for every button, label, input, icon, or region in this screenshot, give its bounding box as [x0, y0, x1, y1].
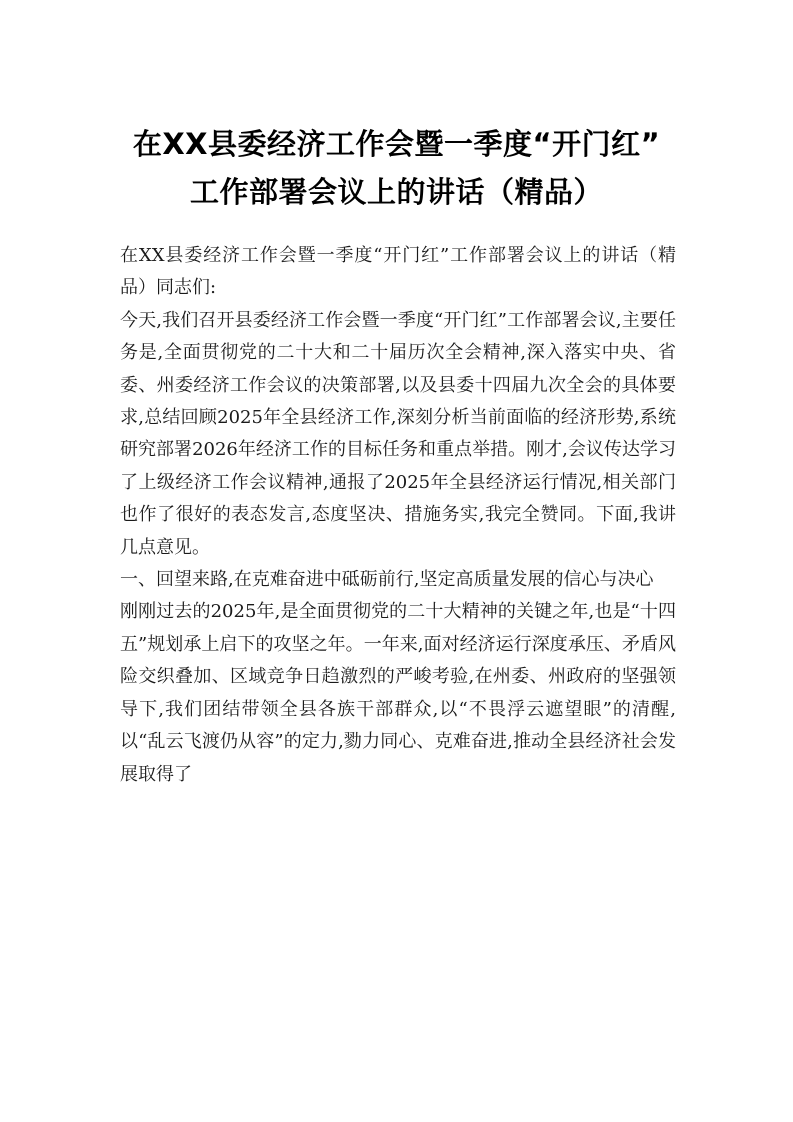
document-title-line-1: 在XX县委经济工作会暨一季度“开门红” [132, 127, 661, 161]
paragraph-salutation: 在XX县委经济工作会暨一季度“开门红”工作部署会议上的讲话（精品）同志们: [120, 245, 676, 299]
document-title-line-2: 工作部署会议上的讲话（精品） [189, 175, 603, 209]
paragraph-review: 刚刚过去的2025年,是全面贯彻党的二十大精神的关键之年,也是“十四五”规划承上启下的攻坚之年。一年来,面对经济运行深度承压、矛盾风险交织叠加、区域竞争日趋激烈的严峻考验,在州委、州政府的坚强领导下,我们团结带领全县各族干部群众,以“不畏浮云遮望眼”的清醒,以“乱云飞渡仍从容”的定力,勠力同心、克难奋进,推动全县经济社会发展取得了 [120, 601, 676, 785]
paragraph-opening: 今天,我们召开县委经济工作会暨一季度“开门红”工作部署会议,主要任务是,全面贯彻党的二十大和二十届历次全会精神,深入落实中央、省委、州委经济工作会议的决策部署,以及县委十四届九次全会的具体要求,总结回顾2025年全县经济工作,深刻分析当前面临的经济形势,系统研究部署2026年经济工作的目标任务和重点举措。刚才,会议传达学习了上级经济工作会议精神,通报了2025年全县经济运行情况,相关部门也作了很好的表态发言,态度坚决、措施务实,我完全赞同。下面,我讲几点意见。 [120, 309, 676, 558]
document-body [120, 240, 676, 791]
section-heading-1: 一、回望来路,在克难奋进中砥砺前行,坚定高质量发展的信心与决心 [120, 569, 654, 591]
